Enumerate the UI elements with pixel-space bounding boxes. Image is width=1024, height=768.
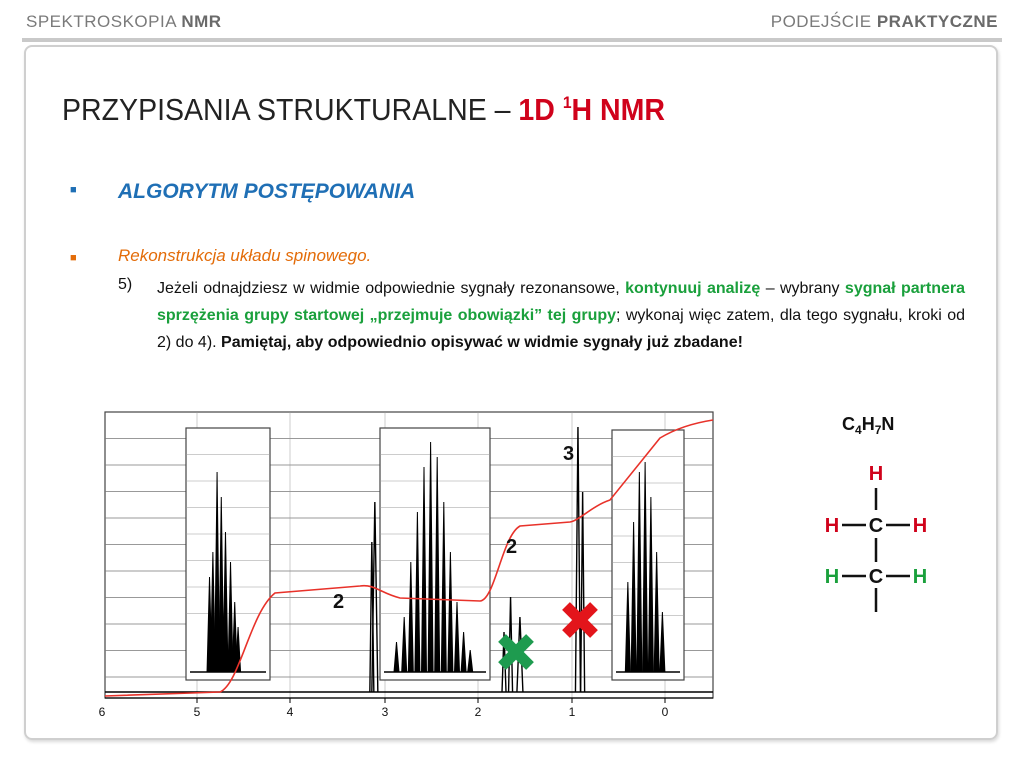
top-bar (0, 0, 1024, 44)
step-text-segment: Pamiętaj, aby odpowiednio opisywać w widmie sygnały już zbadane! (221, 334, 743, 351)
bullet-algorithm: ALGORYTM POSTĘPOWANIA (118, 180, 416, 203)
x-tick-label: 0 (661, 705, 669, 719)
inset-right-box (612, 430, 684, 680)
x-tick-label-partial: 6 (98, 705, 106, 719)
step-text-segment: – wybrany (760, 280, 845, 297)
step-text-segment: kontynuuj analizę (625, 280, 761, 297)
step-text-segment: Jeżeli odnajdziesz w widmie odpowiednie sygnały rezonansowe, (157, 280, 626, 297)
x-tick-label: 4 (286, 705, 294, 719)
integral-label: 2 (506, 536, 518, 558)
inset-left-box (186, 428, 270, 680)
brand-left: SPEKTROSKOPIA NMR (26, 12, 222, 31)
atom-h-left-upper: H (824, 515, 840, 537)
integral-label: 2 (333, 591, 345, 613)
x-tick-label: 3 (381, 705, 389, 719)
step-paragraph (157, 275, 965, 356)
formula-part: 7 (874, 423, 882, 437)
inset-right (612, 430, 684, 680)
x-tick-label: 1 (568, 705, 576, 719)
bullet-reconstruction: Rekonstrukcja układu spinowego. (118, 246, 372, 265)
formula-part: C (842, 414, 855, 434)
x-tick-label: 2 (474, 705, 482, 719)
atom-h-left-lower: H (824, 566, 840, 588)
formula-part: H (861, 414, 875, 434)
atom-c-upper: C (868, 515, 884, 537)
formula-part: 4 (855, 423, 862, 437)
header-rule (22, 38, 1002, 42)
bullet-square-icon: ■ (70, 252, 77, 264)
molecular-formula (842, 414, 894, 437)
step-text-segment: ; wykonaj więc zatem, dla tego sygnału, kroki od 2) do 4). (157, 307, 965, 351)
inset-left (186, 428, 270, 680)
brand-right: PODEJŚCIE PRAKTYCZNE (770, 12, 998, 31)
atom-c-lower: C (868, 566, 884, 588)
formula-part: N (881, 414, 895, 434)
slide-title: PRZYPISANIA STRUKTURALNE – 1D $^1$H NMR (62, 92, 666, 127)
bullet-square-icon: ■ (70, 184, 77, 196)
atom-h-right-lower: H (912, 566, 928, 588)
atom-h-right-upper: H (912, 515, 928, 537)
molecule-structure (790, 400, 970, 630)
step-number: 5) (118, 276, 133, 293)
atom-h-top: H (868, 463, 884, 485)
nmr-spectrum-chart (100, 408, 720, 723)
x-tick-label: 5 (193, 705, 201, 719)
inset-middle (380, 428, 490, 680)
integral-label: 3 (563, 443, 575, 465)
step-text-segment: sygnał partnera sprzężenia grupy startowej „przejmuje obowiązki” tej grupy (157, 280, 966, 324)
